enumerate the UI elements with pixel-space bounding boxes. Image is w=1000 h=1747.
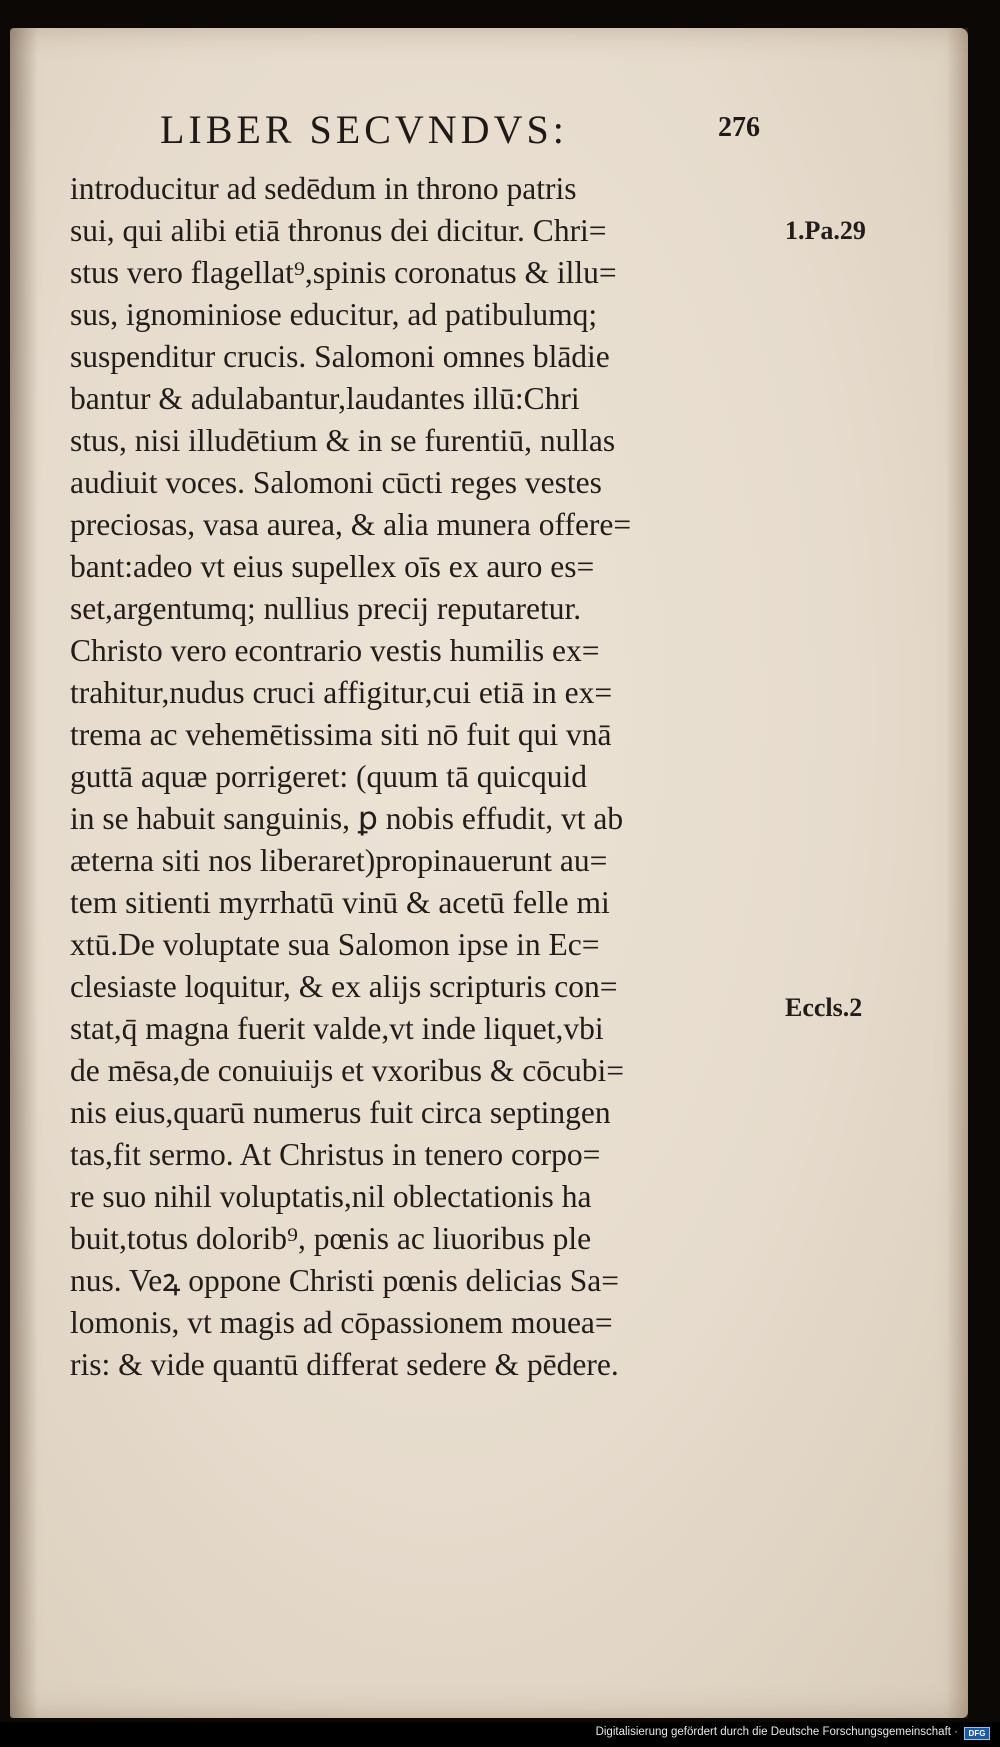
marginal-note-ecclesiastes: Eccls.2 bbox=[785, 993, 863, 1022]
text-line: tas,fit sermo. At Christus in tenero corpo= bbox=[70, 1137, 601, 1172]
text-line: trema ac vehemētissima siti nō fuit qui vnā bbox=[70, 717, 612, 752]
text-line: introducitur ad sedēdum in throno patris bbox=[70, 171, 577, 206]
text-line: stat,q̄ magna fuerit valde,vt inde liquet,vbi bbox=[70, 1011, 604, 1046]
text-line: sus, ignominiose educitur, ad patibulumq; bbox=[70, 297, 598, 332]
dfg-logo-icon bbox=[964, 1727, 990, 1740]
text-line: nis eius,quarū numerus fuit circa septingen bbox=[70, 1095, 611, 1130]
text-line: sui, qui alibi etiā thronus dei dicitur. Chri= bbox=[70, 213, 607, 248]
dfg-logo-text: DFG bbox=[968, 1729, 986, 1738]
text-line: in se habuit sanguinis, ꝑ nobis effudit, vt ab bbox=[70, 801, 624, 836]
text-line: xtū.De voluptate sua Salomon ipse in Ec= bbox=[70, 927, 600, 962]
text-line: Christo vero econtrario vestis humilis ex= bbox=[70, 633, 600, 668]
text-line: stus, nisi illudētium & in se furentiū, nullas bbox=[70, 423, 616, 458]
text-line: bant:adeo vt eius supellex oīs ex auro es= bbox=[70, 549, 595, 584]
text-line: bantur & adulabantur,laudantes illū:Chri bbox=[70, 381, 580, 416]
text-line: æterna siti nos liberaret)propinauerunt au= bbox=[70, 843, 608, 878]
text-line: trahitur,nudus cruci affigitur,cui etiā in ex= bbox=[70, 675, 613, 710]
running-title: LIBER SECVNDVS: bbox=[160, 107, 568, 152]
text-line: re suo nihil voluptatis,nil oblectationis ha bbox=[70, 1179, 592, 1214]
body-text bbox=[70, 168, 770, 1386]
folio-number: 276 bbox=[718, 112, 760, 143]
text-line: audiuit voces. Salomoni cūcti reges vestes bbox=[70, 465, 602, 500]
marginal-note-psalm: 1.Pa.29 bbox=[785, 216, 866, 245]
text-line: clesiaste loquitur, & ex alijs scripturis con= bbox=[70, 969, 618, 1004]
running-head bbox=[160, 106, 760, 166]
text-line: buit,totus dolorib⁹, pœnis ac liuoribus ple bbox=[70, 1221, 592, 1256]
text-line: stus vero flagellat⁹,spinis coronatus & illu= bbox=[70, 255, 617, 290]
text-line: tem sitienti myrrhatū vinū & acetū felle mi bbox=[70, 885, 610, 920]
text-line: de mēsa,de conuiuijs et vxoribus & cōcubi= bbox=[70, 1053, 625, 1088]
book-page bbox=[10, 28, 968, 1718]
digitization-footer bbox=[0, 1722, 1000, 1747]
text-line: set,argentumq; nullius precij reputaretur. bbox=[70, 591, 582, 626]
text-line: lomonis, vt magis ad cōpassionem mouea= bbox=[70, 1305, 613, 1340]
text-line: guttā aquæ porrigeret: (quum tā quicquid bbox=[70, 759, 587, 794]
text-line: preciosas, vasa aurea, & alia munera offere= bbox=[70, 507, 632, 542]
text-line: suspenditur crucis. Salomoni omnes blādie bbox=[70, 339, 610, 374]
funding-credit: Digitalisierung gefördert durch die Deutsche Forschungsgemeinschaft · bbox=[595, 1726, 958, 1738]
text-line: nus. Veꝝ oppone Christi pœnis delicias Sa= bbox=[70, 1263, 619, 1298]
text-line: ris: & vide quantū differat sedere & pēdere. bbox=[70, 1347, 619, 1382]
